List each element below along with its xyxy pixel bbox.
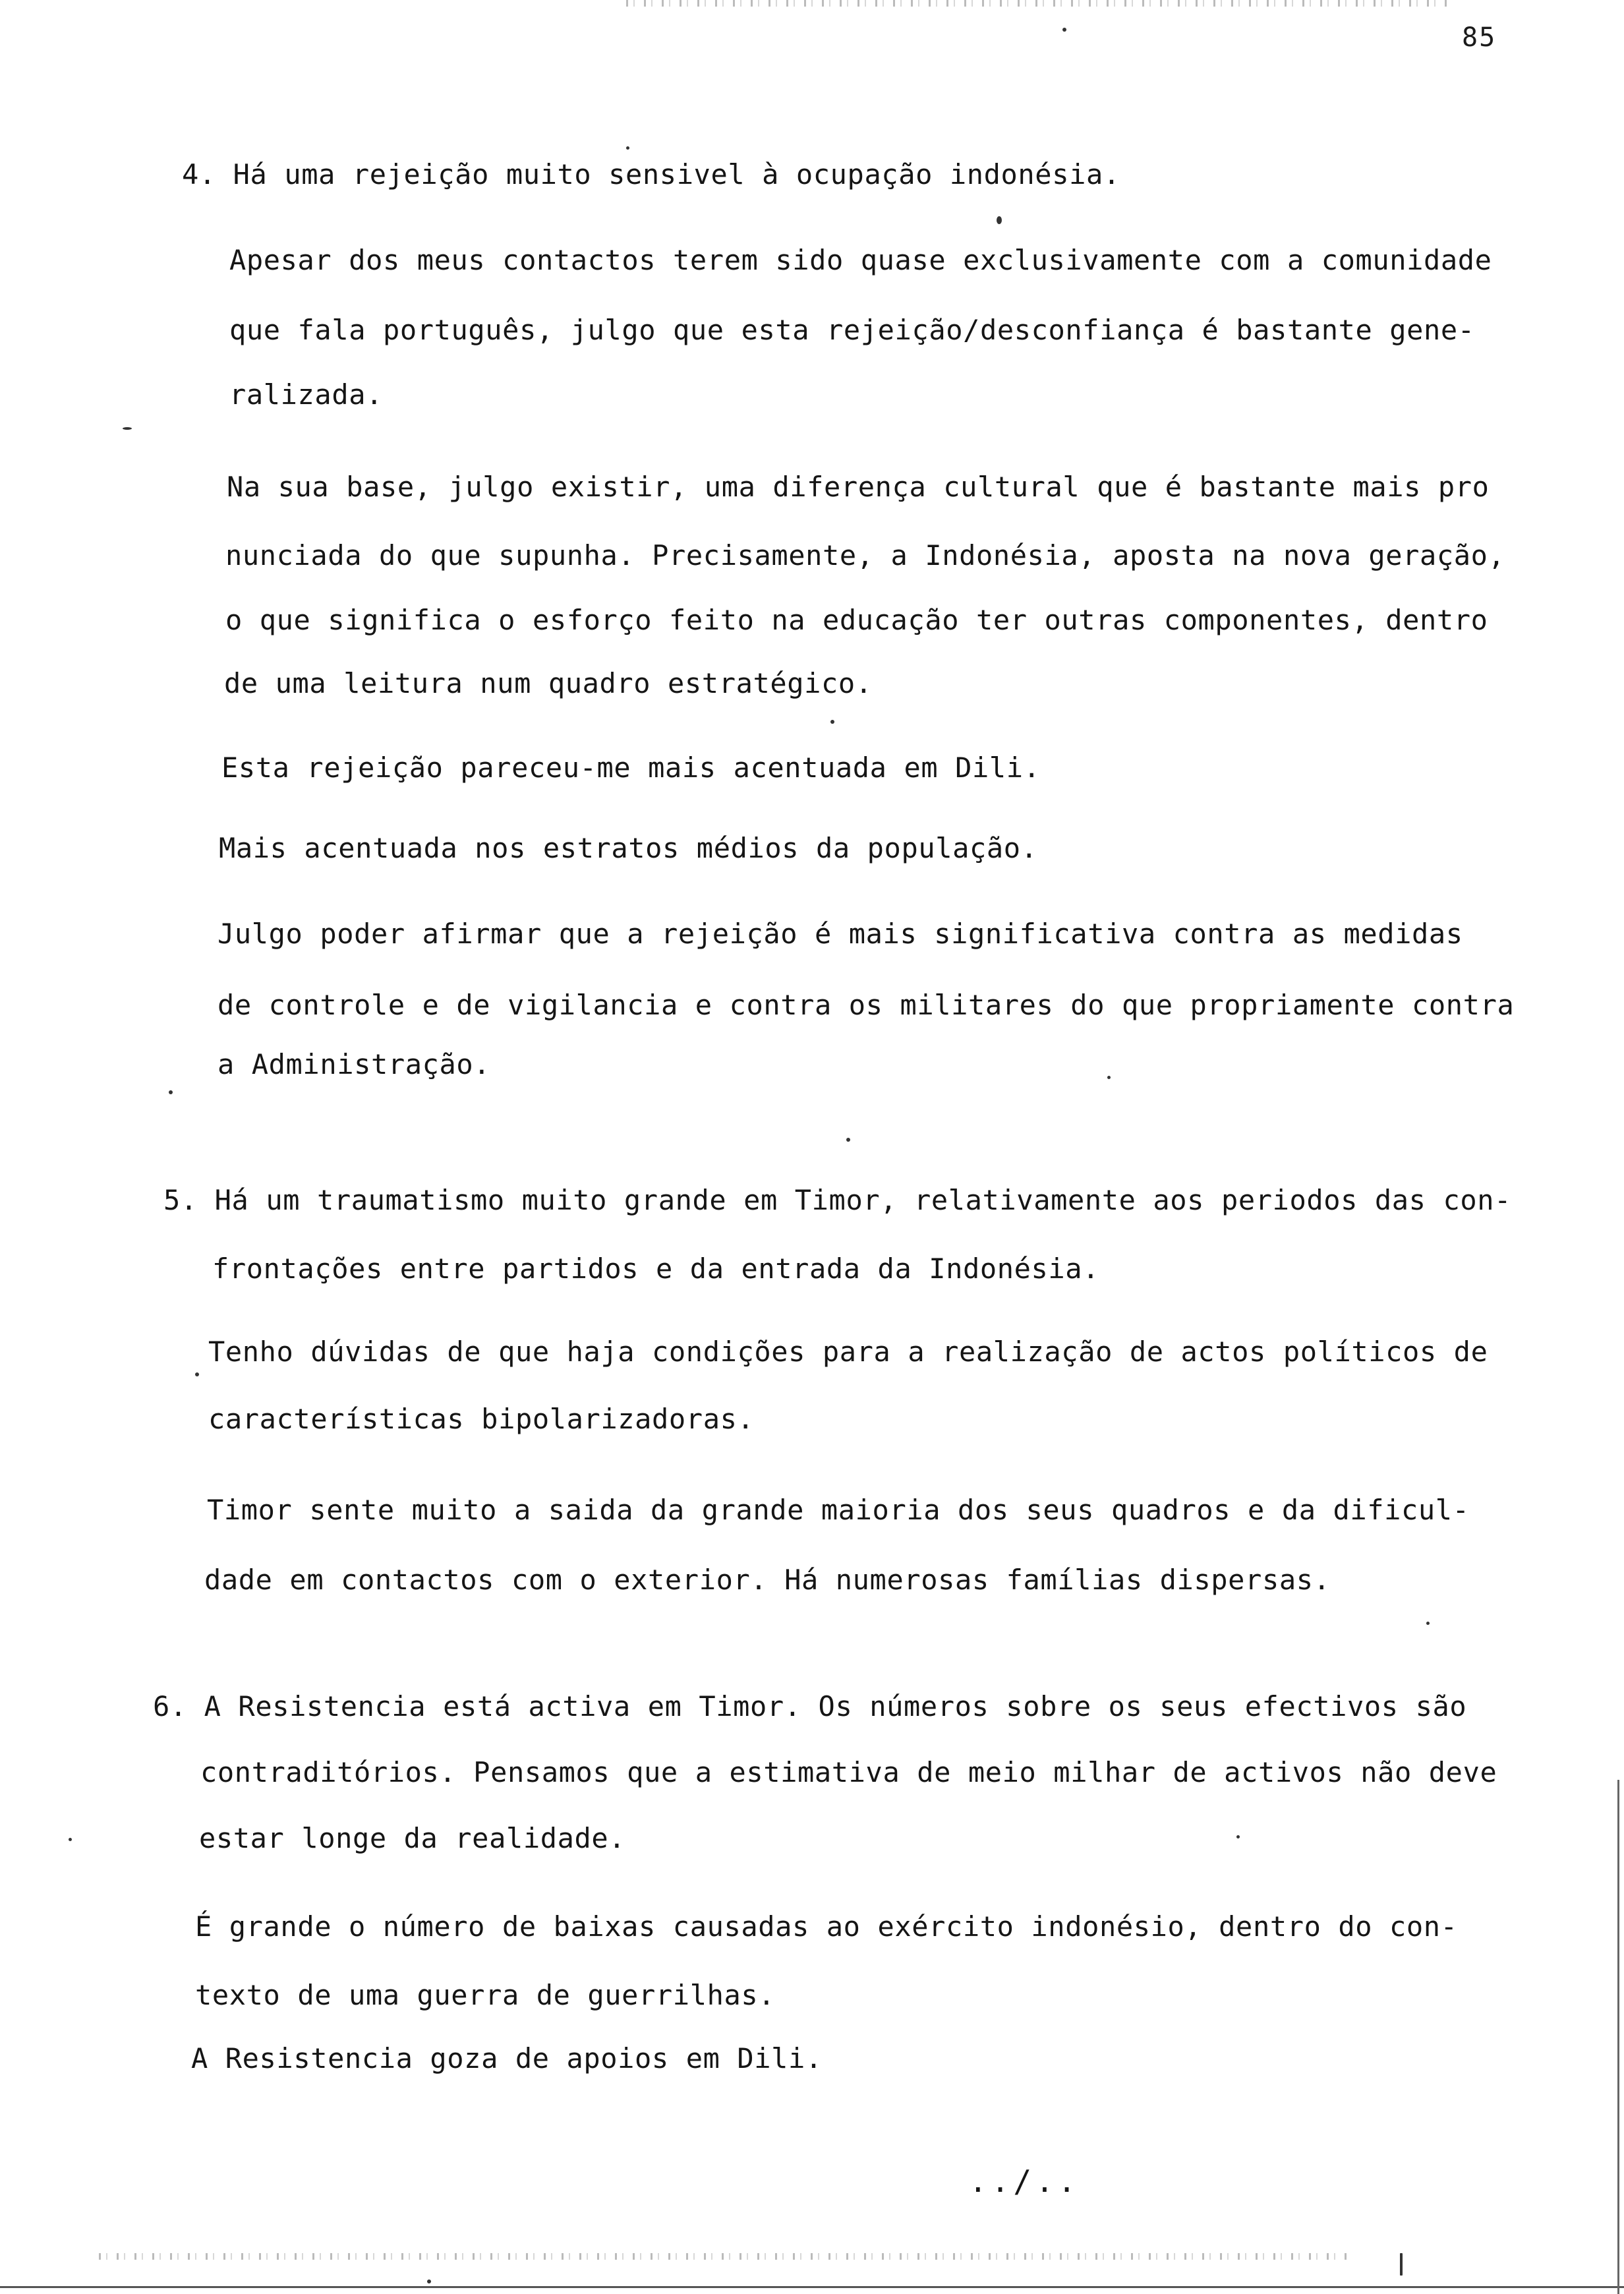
scan-noise-bottom bbox=[99, 2253, 1351, 2260]
scan-speck bbox=[846, 1138, 850, 1142]
section-4-line: de uma leitura num quadro estratégico. bbox=[224, 667, 873, 699]
section-6-line: texto de uma guerra de guerrilhas. bbox=[195, 1979, 776, 2011]
section-4-line: Mais acentuada nos estratos médios da população. bbox=[219, 832, 1038, 864]
scan-speck bbox=[169, 1090, 173, 1094]
scan-speck bbox=[427, 2279, 431, 2283]
scan-speck bbox=[830, 720, 834, 724]
section-4-line: nunciada do que supunha. Precisamente, a Indonésia, aposta na nova geração, bbox=[225, 539, 1505, 572]
section-6-line: contraditórios. Pensamos que a estimativa de meio milhar de activos não deve bbox=[200, 1756, 1497, 1788]
scan-speck bbox=[69, 1838, 72, 1841]
section-5-line: Tenho dúvidas de que haja condições para a realização de actos políticos de bbox=[208, 1336, 1488, 1368]
scan-speck bbox=[626, 146, 629, 150]
section-5-line: frontações entre partidos e da entrada da Indonésia. bbox=[212, 1252, 1100, 1285]
section-6-line: É grande o número de baixas causadas ao exército indonésio, dentro do con- bbox=[195, 1910, 1458, 1943]
page-number: 85 bbox=[1462, 22, 1497, 53]
scan-speck bbox=[1426, 1622, 1430, 1625]
scan-speck bbox=[997, 216, 1002, 224]
section-4-line: Na sua base, julgo existir, uma diferença cultural que é bastante mais pro bbox=[227, 471, 1490, 503]
scan-speck bbox=[1107, 1076, 1111, 1079]
continuation-mark: ../.. bbox=[969, 2163, 1080, 2199]
section-5-heading: 5. Há um traumatismo muito grande em Timor, relativamente aos periodos das con- bbox=[163, 1184, 1512, 1216]
section-5-line: Timor sente muito a saida da grande maioria dos seus quadros e da dificul- bbox=[207, 1494, 1470, 1526]
section-4-line: ralizada. bbox=[229, 378, 383, 411]
section-4-line: a Administração. bbox=[218, 1048, 491, 1080]
scan-noise-top bbox=[626, 0, 1450, 7]
section-6-heading: 6. A Resistencia está activa em Timor. Os números sobre os seus efectivos são bbox=[153, 1690, 1467, 1722]
section-4-line: Julgo poder afirmar que a rejeição é mais significativa contra as medidas bbox=[218, 918, 1463, 950]
section-4-line: Apesar dos meus contactos terem sido quase exclusivamente com a comunidade bbox=[229, 244, 1492, 276]
section-5-line: características bipolarizadoras. bbox=[208, 1403, 755, 1435]
scan-speck bbox=[1236, 1835, 1240, 1838]
section-4-line: que fala português, julgo que esta rejeição/desconfiança é bastante gene- bbox=[229, 314, 1475, 346]
scan-edge-bottom bbox=[0, 2286, 1624, 2288]
scan-edge-right bbox=[1617, 1780, 1619, 2294]
section-4-line: de controle e de vigilancia e contra os militares do que propriamente contra bbox=[218, 989, 1515, 1021]
section-6-line: A Resistencia goza de apoios em Dili. bbox=[191, 2042, 823, 2074]
scan-speck bbox=[1062, 28, 1066, 32]
section-5-line: dade em contactos com o exterior. Há numerosas famílias dispersas. bbox=[204, 1564, 1331, 1596]
section-4-line: o que significa o esforço feito na educação ter outras componentes, dentro bbox=[225, 604, 1488, 636]
scan-speck bbox=[1400, 2253, 1403, 2276]
scan-speck bbox=[195, 1372, 199, 1376]
scan-speck bbox=[123, 427, 132, 430]
section-6-line: estar longe da realidade. bbox=[199, 1822, 626, 1854]
section-4-line: Esta rejeição pareceu-me mais acentuada em Dili. bbox=[221, 751, 1041, 784]
section-4-heading: 4. Há uma rejeição muito sensivel à ocupação indonésia. bbox=[182, 158, 1120, 191]
